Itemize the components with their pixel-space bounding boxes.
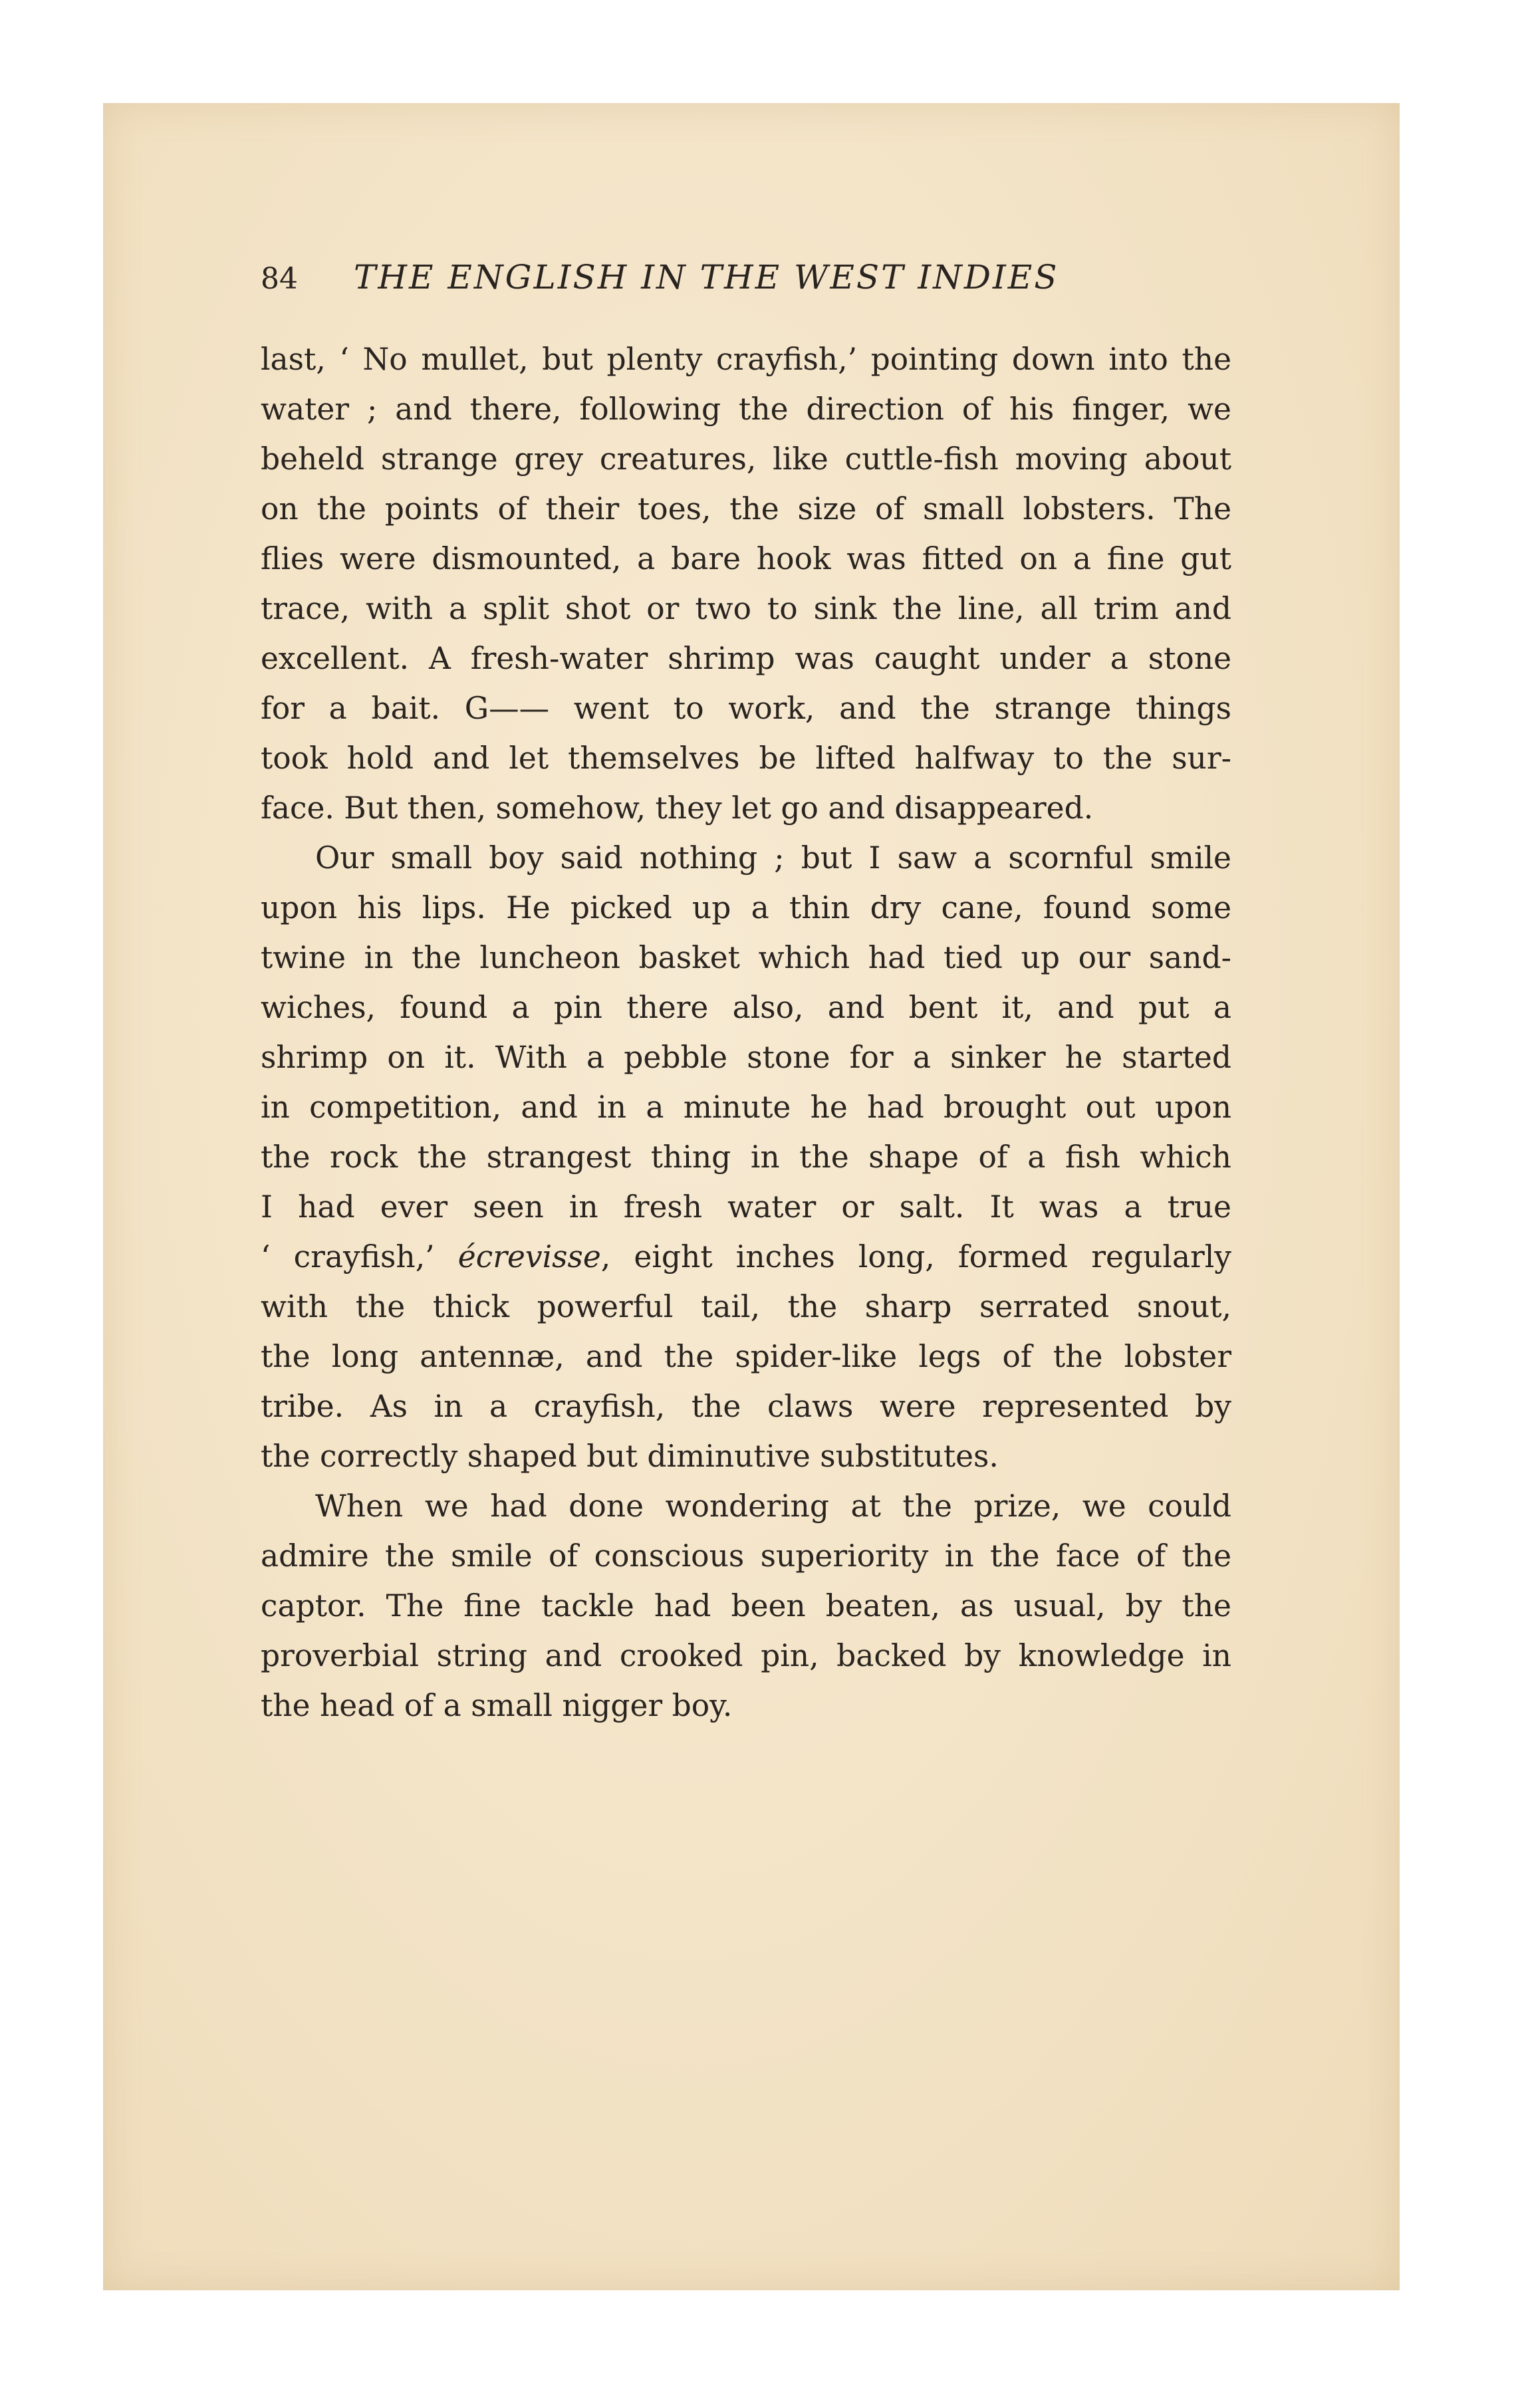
- paragraph-start-line: Our small boy said nothing ; but I saw a scornful smile: [315, 840, 1231, 876]
- text-line: flies were dismounted, a bare hook was fitted on a fine gut: [261, 541, 1231, 576]
- text-line: excellent. A fresh-water shrimp was caught under a stone: [261, 641, 1231, 676]
- text-line: water ; and there, following the direction of his finger, we: [261, 392, 1231, 427]
- text-line: with the thick powerful tail, the sharp serrated snout,: [261, 1289, 1231, 1324]
- text-line: proverbial string and crooked pin, backed by knowledge in: [261, 1638, 1231, 1673]
- text-line: in competition, and in a minute he had brought out upon: [261, 1090, 1231, 1125]
- page-number: 84: [261, 262, 298, 296]
- running-title: THE ENGLISH IN THE WEST INDIES: [354, 258, 1059, 297]
- text-line: ‘ crayfish,’ écrevisse, eight inches long, formed regularly: [261, 1239, 1231, 1274]
- text-line: beheld strange grey creatures, like cuttle-fish moving about: [261, 441, 1231, 477]
- text-line: for a bait. G—— went to work, and the strange things: [261, 691, 1231, 726]
- page-header: [261, 258, 1238, 304]
- text-line: twine in the luncheon basket which had tied up our sand-: [261, 940, 1231, 975]
- text-line: took hold and let themselves be lifted halfway to the sur-: [261, 741, 1231, 776]
- text-line: the head of a small nigger boy.: [261, 1688, 733, 1723]
- text-line: the rock the strangest thing in the shape of a fish which: [261, 1140, 1231, 1175]
- text-line: wiches, found a pin there also, and bent it, and put a: [261, 990, 1231, 1025]
- text-line: the correctly shaped but diminutive substitutes.: [261, 1439, 999, 1474]
- text-line: captor. The fine tackle had been beaten, as usual, by the: [261, 1588, 1231, 1624]
- text-line: last, ‘ No mullet, but plenty crayfish,’ pointing down into the: [261, 342, 1231, 377]
- italic-word: écrevisse: [457, 1239, 601, 1274]
- text-line: tribe. As in a crayfish, the claws were represented by: [261, 1389, 1231, 1424]
- text-line: on the points of their toes, the size of small lobsters. The: [261, 491, 1231, 527]
- text-line: admire the smile of conscious superiority in the face of the: [261, 1538, 1231, 1574]
- text-line: trace, with a split shot or two to sink the line, all trim and: [261, 591, 1231, 626]
- text-line: upon his lips. He picked up a thin dry cane, found some: [261, 890, 1231, 925]
- text-line: shrimp on it. With a pebble stone for a sinker he started: [261, 1040, 1231, 1075]
- body-text: [261, 334, 1231, 1731]
- paragraph-start-line: When we had done wondering at the prize, we could: [315, 1489, 1231, 1524]
- text-line: I had ever seen in fresh water or salt. It was a true: [261, 1189, 1231, 1225]
- text-line: face. But then, somehow, they let go and disappeared.: [261, 790, 1094, 826]
- text-line: the long antennæ, and the spider-like legs of the lobster: [261, 1339, 1231, 1374]
